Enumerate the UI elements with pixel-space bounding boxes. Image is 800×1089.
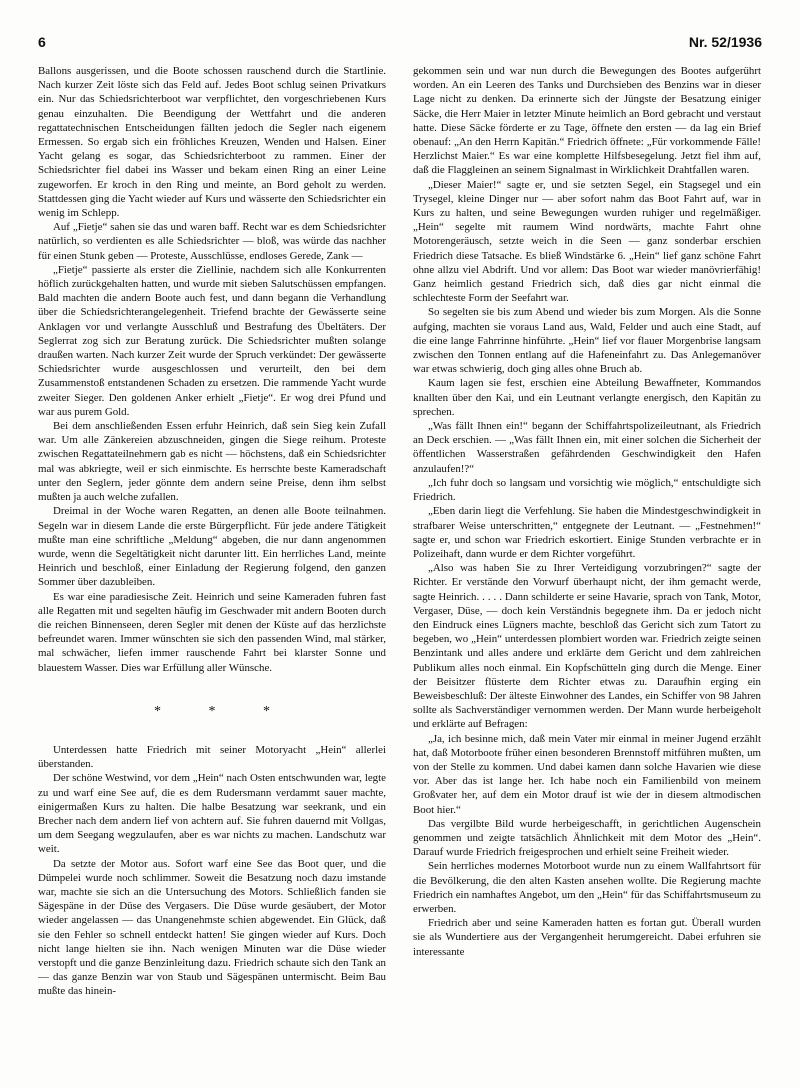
paragraph: Dreimal in der Woche waren Regatten, an denen alle Boote teilnahmen. Segeln war in diesem Lande die erste Bürgerpflicht. Für jede andere Tätigkeit mußte man eine schriftliche „Meldung“ abgeben, die nur dann angenommen wurde, wenn die Segeltätigkeit nicht darunter litt. Ein herrliches Land, meinte Heinrich und beschloß, einer Einladung der Regierung folgend, den ganzen Sommer über dazubleiben. [38,505,386,589]
page-header [38,34,762,54]
paragraph: „Fietje“ passierte als erster die Ziellinie, nachdem sich alle Konkurrenten höflich zurückgehalten hatten, und wurde mit sieben Salutschüssen empfangen. Bald machten die andern Boote auch fest, und dann begann die Verhandlung über die Schiedsrichterangelegenheit. Triefend brachte der Gewässerte seine Anklagen vor und verlangte Ausschluß und Bestrafung des Übeltäters. Der Seglerrat zog sich zur Beratung zurück. Die Schiedsrichter mußten solange draußen warten. Nach kurzer Zeit wurde der Spruch verkündet: Der gewässerte Schiedsrichter wurde ausgeschlossen und verurteilt, den bei dem Zusammenstoß entstandenen Schaden zu ersetzen. Die rammende Yacht wurde zweiter Sieger. Den goldenen Anker erhielt „Fietje“. Er wog drei Pfund und war aus purem Gold. [38,263,386,418]
paragraph: „Dieser Maier!“ sagte er, und sie setzten Segel, ein Stagsegel und ein Trysegel, kleine Dinger nur — aber sofort nahm das Boot Fahrt auf, war in Kurs zu halten, und seine Bewegungen wurden ruhiger und regelmäßiger. „Hein“ segelte mit raumem Wind nordwärts, machte Fahrt ohne Motorengeräusch, setzte weich in die Seen — ganz sonderbar erschien Friedrich diese Tatsache. Es bließ Windstärke 6. „Hein“ lief ganz schöne Fahrt ohne allzu viel Abdrift. Und vor allem: Das Boot war wieder manövrierfähig! Ganz heimlich gestand Friedrich sich, daß dies gar nicht einmal die schlechteste Form der Seefahrt war. [413,178,761,305]
paragraph: Da setzte der Motor aus. Sofort warf eine See das Boot quer, und die Dümpelei wurde noch schlimmer. Soweit die Besatzung noch dazu imstande war, machte sie sich an die Untersuchung des Motors. Schließlich fanden sie Sägespäne in der Düse des Vergasers. Die Düse wurde gesäubert, der Motor wieder angelassen — das Unangenehmste schien abgewendet. Ein Glück, daß sie den Fehler so schnell entdeckt hatten! Sie gingen wieder auf Kurs. Doch nicht lange hielten sie ihn. Nach wenigen Minuten war die Düse wieder verstopft und die ganze Benzinleitung dazu. Friedrich schaute sich den Tank an — das ganze Benzin war von Staub und Sägespänen untermischt. Beim Bau mußte das hinein- [38,857,386,998]
paragraph: Ballons ausgerissen, und die Boote schossen rauschend durch die Startlinie. Nach kurzer Zeit löste sich das Feld auf. Jedes Boot schlug seinen Privatkurs ein. Nur das Schiedsrichterboot war verpflichtet, den vorgeschriebenen Kurs genau einzuhalten. Die Beendigung der Wettfahrt und die anderen regattatechnischen Entscheidungen fällten jedoch die Segler nach eigenem Ermessen. So ergab sich ein fröhliches Kreuzen, Wenden und Halsen. Einer Yacht gelang es sogar, das Schiedsrichterboot zu rammen. Einer der Schiedsrichter fiel dabei ins Wasser und bekam einen Ring an einer Leine zugeworfen. Er kroch in den Ring und meinte, an Bord geholt zu werden. Stattdessen ging die Yacht wieder auf Kurs und wässerte den Schiedsrichter ein wenig im Schlepp. [38,65,386,220]
paragraph: „Also was haben Sie zu Ihrer Verteidigung vorzubringen?“ sagte der Richter. Er verstände den Vorwurf überhaupt nicht, der ihm gemacht werde, sagte Heinrich. . . . . Dann schilderte er seine Havarie, sprach von Tank, Motor, Vergaser, Düse, — doch kein Verständnis begegnete ihm. Da er jedoch nicht den Eindruck eines Lügners machte, beschloß das Gericht sich zum Tatort zu begeben, wo „Hein“ unterdessen plombiert worden war. Friedrich zeigte seinen Benzintank und alles andere und erklärte dem Gericht und dem zahlreichen Publikum alles noch einmal. Ein Kopfschütteln ging durch die Menge. Einer der Beisitzer flüsterte dem Richter etwas zu. Daraufhin erging ein Beweisbeschluß: Der älteste Einwohner des Landes, ein Schiffer von 98 Jahren sollte als Sachverständiger vernommen werden. Der Mann wurde herbeigeholt und erklärte auf Befragen: [413,562,761,731]
paragraph: Sein herrliches modernes Motorboot wurde nun zu einem Wallfahrtsort für die Bevölkerung, die den alten Kasten ansehen wollte. Die Regierung machte Friedrich ein namhaftes Angebot, um den „Hein“ für das Schiffahrtsmuseum zu erwerben. [413,860,761,915]
paragraph: Bei dem anschließenden Essen erfuhr Heinrich, daß sein Sieg kein Zufall war. Um alle Zänkereien abzuschneiden, gingen die Siege reihum. Proteste zwischen Regattateilnehmern gab es nicht — höchstens, daß ein Schiedsrichter mal was abkriegte, weil er sich einmischte. Es herrschte beste Kameradschaft unter den Seglern, jeder gönnte dem andern seine Preise, denn ihm selbst mußten ja auch welche zufallen. [38,420,386,504]
paragraph: Es war eine paradiesische Zeit. Heinrich und seine Kameraden fuhren fast alle Regatten mit und segelten häufig im Geschwader mit andern Booten durch die reichen Binnenseen, deren Segler mit denen der Küste auf das herzlichste befreundet waren. Immer wünschten sie sich den passenden Wind, mal stärker, mal schwächer, liefen immer rauschende Fahrt bei klarster Sonne und blauestem Wasser. Dies war Erfüllung aller Wünsche. [38,590,386,674]
paragraph: „Eben darin liegt die Verfehlung. Sie haben die Mindestgeschwindigkeit in strafbarer Weise unterschritten,“ entgegnete der Leutnant. — „Festnehmen!“ sagte er, und schon war Friedrich eskortiert. Einige Stunden verbrachte er in Polizeihaft, dann wurde er dem Richter vorgeführt. [413,505,761,560]
paragraph: „Ich fuhr doch so langsam und vorsichtig wie möglich,“ entschuldigte sich Friedrich. [413,476,761,504]
paragraph: Friedrich aber und seine Kameraden hatten es fortan gut. Überall wurden sie als Wundertiere aus der Vergangenheit herumgereicht. Dabei erfuhren sie interessante [413,917,761,958]
right-column [413,64,761,1076]
paragraph: Auf „Fietje“ sahen sie das und waren baff. Recht war es dem Schiedsrichter natürlich, so verdienten es alle Schiedsrichter — bloß, was würde das nachher für einen Stunk geben — Proteste, Ausschlüsse, endloses Gerede, Zank — [38,221,386,262]
paragraph: „Was fällt Ihnen ein!“ begann der Schiffahrtspolizeileutnant, als Friedrich an Deck erschien. — „Was fällt Ihnen ein, mit einer solchen die Sicherheit der öffentlichen Wasserstraßen gefährdenden Geschwindigkeit den Hafen anzulaufen!?“ [413,420,761,475]
paragraph: gekommen sein und war nun durch die Bewegungen des Bootes aufgerührt worden. An ein Leeren des Tanks und Durchsieben des Benzins war in dieser Lage nicht zu denken. Da erinnerte sich der Jüngste der Besatzung einiger Säcke, die Herr Maier in letzter Minute heimlich an Bord gebracht und verstaut hatte. Diese Säcke förderte er zu Tage, öffnete den ersten — da lag ein Brief obenauf: „An den Herrn Kapitän.“ Friedrich öffnete: „Für vorkommende Fälle! Herzlichst Maier.“ Es war eine komplette Hilfsbesegelung. Jetzt fiel ihm auf, daß die Flaggleinen an seinem Signalmast in Wirklichkeit Drahtfallen waren. [413,65,761,177]
paragraph: Das vergilbte Bild wurde herbeigeschafft, in gerichtlichen Augenschein genommen und zeigte tatsächlich Ähnlichkeit mit dem Motor des „Hein“. Darauf wurde Friedrich freigesprochen und erhielt seine Freiheit wieder. [413,817,761,859]
paragraph: Der schöne Westwind, vor dem „Hein“ nach Osten entschwunden war, legte zu und warf eine See auf, die es dem Rudersmann verdammt sauer machte, einigermaßen Kurs zu halten. Die halbe Besatzung war seekrank, und ein Brecher nach dem andern lief von achtern auf. Sie fuhren dauernd mit Vollgas, um dem Seegang wegzulaufen, aber es war nichts zu machen. Landschutz war weit. [38,772,386,856]
issue-number: Nr. 52/1936 [688,34,762,50]
paragraph: Unterdessen hatte Friedrich mit seiner Motoryacht „Hein“ allerlei überstanden. [38,743,386,771]
page-number: 6 [38,34,46,50]
paragraph: So segelten sie bis zum Abend und wieder bis zum Morgen. Als die Sonne aufging, machten sie voraus Land aus, Wald, Felder und auch eine Stadt, auf die eine lange Fahrrinne hinführte. „Hein“ lief vor flauer Morgenbrise langsam zwischen den Tonnen entlang auf die Hafeneinfahrt zu. Das Anlegemanöver war etwas schwierig, doch ging alles ohne Bruch ab. [413,306,761,376]
paragraph: „Ja, ich besinne mich, daß mein Vater mir einmal in meiner Jugend erzählt hat, daß Motorboote früher einen besonderen Brennstoff mitführen mußten, um von der Stelle zu kommen. Und dabei kamen dann solche Havarien wie diese vor. Aber das ist lange her. Ich habe noch ein Familienbild von meinem Großvater her, auf dem ein Motor drauf ist wie der in diesem altmodischen Boot hier.“ [413,732,761,816]
paragraph: Kaum lagen sie fest, erschien eine Abteilung Bewaffneter, Kommandos knallten über den Kai, und ein Leutnant verlangte energisch, den Kapitän zu sprechen. [413,377,761,418]
section-separator: * * * [154,703,292,719]
left-column [38,64,386,1076]
